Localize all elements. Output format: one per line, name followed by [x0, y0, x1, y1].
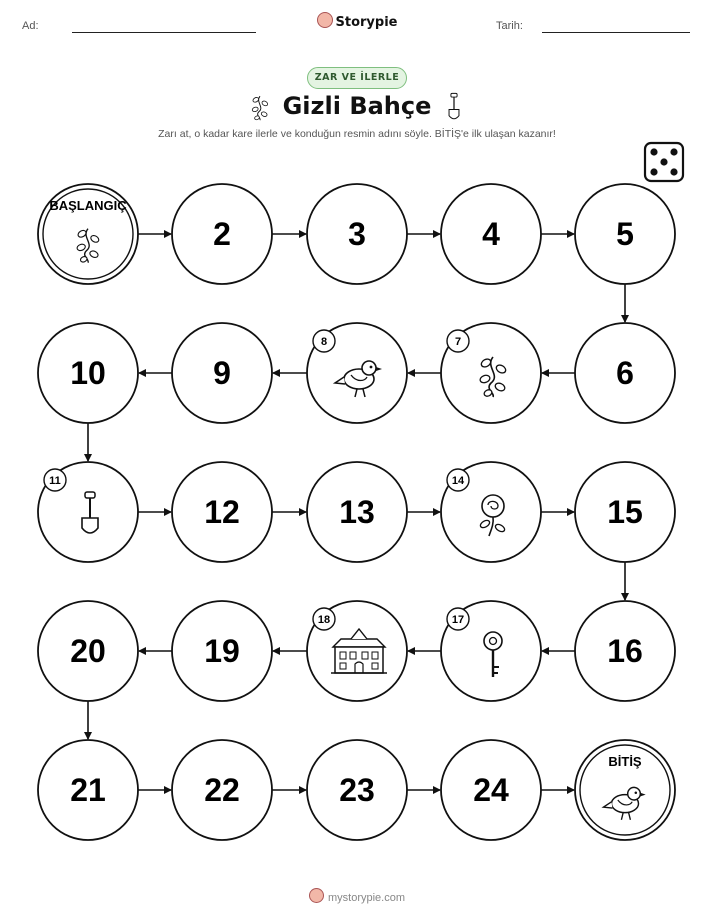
board-space[interactable]	[307, 601, 407, 701]
title-vine-icon	[252, 96, 269, 120]
board-space[interactable]	[307, 740, 407, 840]
board-space[interactable]	[172, 601, 272, 701]
space-number: 21	[70, 772, 106, 808]
space-label: BİTİŞ	[608, 754, 642, 769]
space-number: 2	[213, 216, 231, 252]
instructions: Zarı at, o kadar kare ilerle ve konduğun resmin adını söyle. BİTİŞ'e ilk ulaşan kazanır!	[158, 128, 556, 140]
space-number: 6	[616, 355, 634, 391]
space-number: 8	[320, 336, 328, 348]
name-label: Ad:	[22, 20, 39, 32]
board-spaces	[38, 184, 675, 840]
game-type-badge: ZAR VE İLERLE	[307, 67, 407, 89]
board-space[interactable]	[307, 323, 407, 423]
board-space[interactable]	[575, 462, 675, 562]
board-space[interactable]	[38, 323, 138, 423]
space-number: 3	[348, 216, 366, 252]
space-number: 14	[451, 475, 465, 487]
board-space[interactable]	[38, 740, 138, 840]
space-number: 16	[607, 633, 643, 669]
title-shovel-icon	[449, 93, 459, 118]
finish-space[interactable]	[575, 740, 675, 840]
board-space[interactable]	[38, 462, 138, 562]
space-label: BAŞLANGIÇ	[49, 198, 127, 213]
board-space[interactable]	[172, 740, 272, 840]
space-number: 12	[204, 494, 240, 530]
dice-icon	[645, 143, 683, 181]
space-number: 7	[454, 336, 462, 348]
board-space[interactable]	[172, 323, 272, 423]
board-space[interactable]	[307, 462, 407, 562]
space-number: 20	[70, 633, 106, 669]
board-space[interactable]	[441, 601, 541, 701]
board-space[interactable]	[575, 323, 675, 423]
space-number: 18	[317, 614, 331, 626]
board-space[interactable]	[575, 184, 675, 284]
board-space[interactable]	[441, 184, 541, 284]
space-number: 10	[70, 355, 106, 391]
space-number: 22	[204, 772, 240, 808]
footer-url[interactable]: mystorypie.com	[327, 892, 406, 904]
board-space[interactable]	[172, 462, 272, 562]
storypie-logo-icon	[309, 888, 324, 903]
board-space[interactable]	[38, 601, 138, 701]
board-space[interactable]	[441, 740, 541, 840]
page-title: Gizli Bahçe	[282, 92, 432, 120]
space-number: 5	[616, 216, 634, 252]
start-space[interactable]	[38, 184, 138, 284]
space-number: 19	[204, 633, 240, 669]
space-number: 11	[49, 475, 61, 487]
brand-name: Storypie	[335, 15, 398, 30]
space-number: 17	[451, 614, 465, 626]
board-space[interactable]	[441, 323, 541, 423]
date-label: Tarih:	[496, 20, 523, 32]
footer	[0, 888, 714, 904]
space-number: 9	[213, 355, 231, 391]
space-number: 4	[482, 216, 500, 252]
space-number: 24	[473, 772, 509, 808]
board-space[interactable]	[575, 601, 675, 701]
space-number: 15	[607, 494, 643, 530]
space-number: 13	[339, 494, 375, 530]
board-space[interactable]	[307, 184, 407, 284]
board-space[interactable]	[172, 184, 272, 284]
space-number: 23	[339, 772, 375, 808]
board-space[interactable]	[441, 462, 541, 562]
